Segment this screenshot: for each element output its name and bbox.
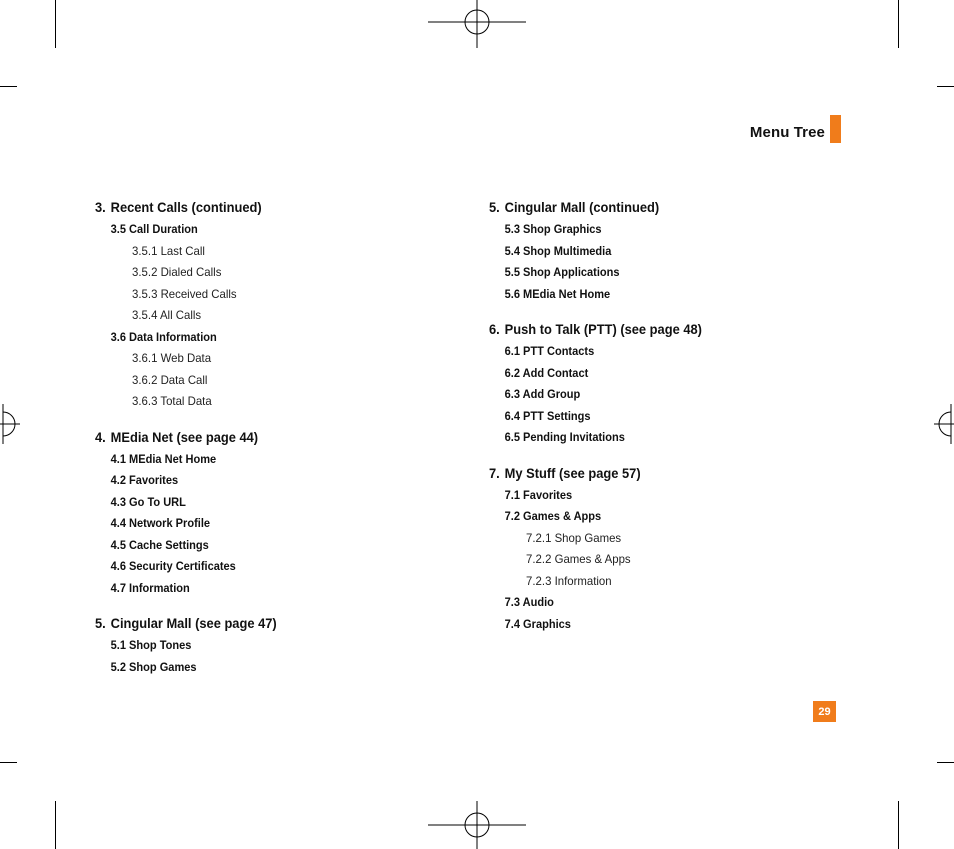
- menu-item: 5.4 Shop Multimedia: [504, 243, 612, 258]
- section-title: [489, 462, 793, 485]
- crop-mark: [937, 86, 954, 87]
- menu-item: 5.3 Shop Graphics: [504, 222, 602, 236]
- menu-item: 5.1 Shop Tones: [110, 638, 192, 652]
- section-title: [489, 196, 793, 219]
- crop-mark: [937, 762, 954, 763]
- menu-section: [489, 318, 819, 449]
- registration-mark-icon: [0, 404, 20, 444]
- menu-item: 7.3 Audio: [504, 595, 554, 609]
- menu-item: 4.5 Cache Settings: [110, 537, 209, 552]
- menu-section: [95, 426, 425, 600]
- section-title: [95, 196, 399, 219]
- menu-item: 5.5 Shop Applications: [504, 265, 620, 279]
- menu-column-right: [489, 196, 819, 648]
- section-title-text: Cingular Mall (continued): [504, 199, 660, 215]
- menu-subitem: 7.2.1 Shop Games: [526, 530, 622, 545]
- menu-subitem: 3.6.1 Web Data: [132, 351, 212, 365]
- menu-item: 5.6 MEdia Net Home: [504, 286, 611, 301]
- menu-item: 3.6 Data Information: [110, 329, 217, 344]
- menu-section: [489, 196, 819, 305]
- menu-item: 7.1 Favorites: [504, 487, 573, 502]
- menu-subitem: 3.5.4 All Calls: [132, 308, 202, 322]
- menu-item: 5.2 Shop Games: [110, 659, 197, 674]
- page-header-title: Menu Tree: [749, 124, 825, 141]
- menu-subitem: 7.2.3 Information: [526, 573, 612, 588]
- registration-mark-icon: [428, 0, 526, 48]
- menu-item: 3.5 Call Duration: [110, 222, 198, 236]
- menu-section: [489, 462, 819, 636]
- section-title-text: My Stuff (see page 57): [504, 464, 641, 481]
- menu-item: 4.7 Information: [110, 580, 190, 595]
- registration-mark-icon: [934, 404, 954, 444]
- section-title: [95, 612, 399, 635]
- section-number: 7.: [489, 464, 500, 481]
- section-title-text: Recent Calls (continued): [110, 199, 262, 215]
- menu-item: 4.3 Go To URL: [110, 494, 186, 509]
- header-accent-tab: [830, 115, 841, 143]
- menu-item: 4.6 Security Certificates: [110, 559, 236, 573]
- menu-item: 6.3 Add Group: [504, 387, 581, 401]
- menu-item: 6.1 PTT Contacts: [504, 344, 595, 358]
- section-number: 5.: [489, 199, 500, 215]
- menu-item: 6.5 Pending Invitations: [504, 430, 625, 444]
- menu-section: [95, 196, 425, 413]
- section-title-text: Push to Talk (PTT) (see page 48): [504, 321, 702, 337]
- menu-item: 7.4 Graphics: [504, 616, 571, 631]
- menu-column-left: [95, 196, 425, 691]
- menu-subitem: 3.5.3 Received Calls: [132, 286, 237, 301]
- page-number: 29: [813, 701, 836, 722]
- crop-mark: [55, 801, 56, 849]
- menu-item: 7.2 Games & Apps: [504, 509, 602, 523]
- menu-item: 4.4 Network Profile: [110, 516, 211, 530]
- menu-subitem: 7.2.2 Games & Apps: [526, 552, 631, 566]
- menu-subitem: 3.6.2 Data Call: [132, 372, 208, 387]
- section-title: [489, 318, 793, 341]
- menu-item: 6.2 Add Contact: [504, 365, 589, 380]
- section-number: 4.: [95, 428, 106, 445]
- crop-mark: [55, 0, 56, 48]
- section-title-text: Cingular Mall (see page 47): [110, 615, 277, 631]
- menu-item: 4.1 MEdia Net Home: [110, 451, 217, 466]
- crop-mark: [898, 0, 899, 48]
- menu-item: 4.2 Favorites: [110, 473, 179, 487]
- menu-subitem: 3.6.3 Total Data: [132, 394, 212, 408]
- section-title-text: MEdia Net (see page 44): [110, 428, 259, 445]
- section-number: 3.: [95, 199, 106, 215]
- registration-mark-icon: [428, 801, 526, 849]
- section-number: 5.: [95, 615, 106, 631]
- menu-subitem: 3.5.1 Last Call: [132, 243, 205, 258]
- crop-mark: [898, 801, 899, 849]
- section-title: [95, 426, 399, 449]
- menu-item: 6.4 PTT Settings: [504, 408, 591, 423]
- menu-subitem: 3.5.2 Dialed Calls: [132, 265, 222, 279]
- menu-section: [95, 612, 425, 678]
- section-number: 6.: [489, 321, 500, 337]
- crop-mark: [0, 86, 17, 87]
- crop-mark: [0, 762, 17, 763]
